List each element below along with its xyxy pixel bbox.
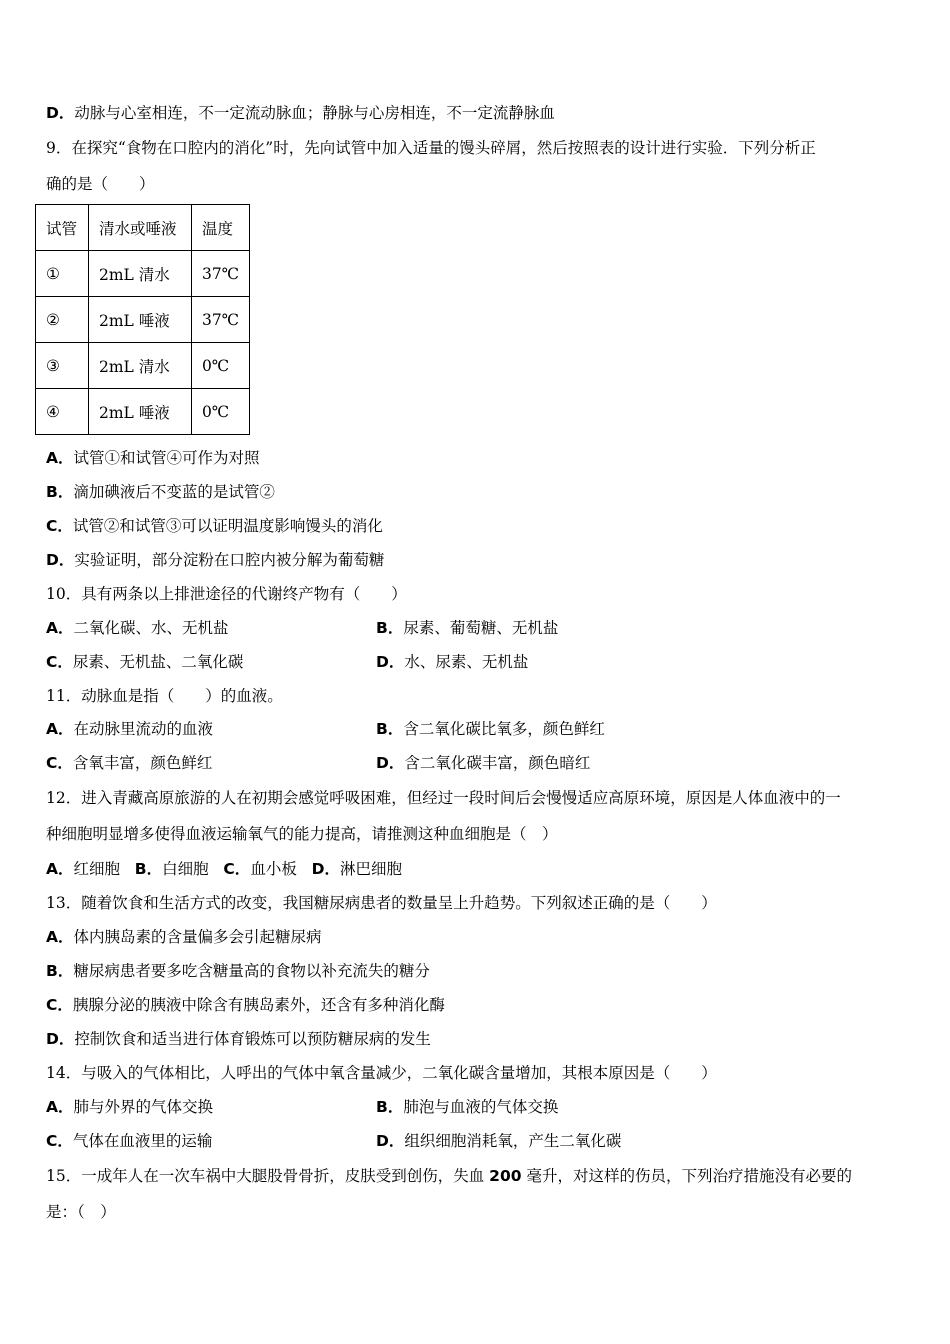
q12-options-row [46, 857, 402, 879]
option-text: 尿素、无机盐、二氧化碳 [72, 653, 244, 671]
q14-option-d [376, 1129, 621, 1151]
option-text: 在动脉里流动的血液 [73, 720, 214, 738]
q10-option-c [46, 650, 243, 672]
q12-stem-line1: 12．进入青藏高原旅游的人在初期会感觉呼吸困难，但经过一段时间后会慢慢适应高原环境，原因是人体血液中的一 [46, 789, 841, 807]
q9-stem-line1: 9．在探究“食物在口腔内的消化”时，先向试管中加入适量的馒头碎屑，然后按照表的设计进行实验．下列分析正 [46, 139, 816, 157]
q9-option-b [46, 480, 275, 502]
option-label: B． [376, 619, 404, 637]
option-label: B． [376, 720, 404, 738]
q11-option-d [376, 751, 590, 773]
table-row [36, 343, 250, 389]
table-cell: ④ [36, 389, 89, 435]
q15-stem-line2: 是：（ ） [46, 1203, 116, 1221]
q11-stem: 11．动脉血是指（ ）的血液。 [46, 687, 283, 705]
q10-stem: 10．具有两条以上排泄途径的代谢终产物有（ ） [46, 585, 407, 603]
option-label: B． [376, 1098, 404, 1116]
table-header-cell: 清水或唾液 [89, 205, 192, 251]
option-text: 水、尿素、无机盐 [404, 653, 529, 671]
option-text: 红细胞 [73, 860, 121, 878]
q9-option-a [46, 446, 260, 468]
q8-option-d [46, 101, 555, 123]
option-label: C． [46, 517, 73, 535]
q10-option-a [46, 616, 229, 638]
option-label: D． [46, 1030, 75, 1048]
q14-stem: 14．与吸入的气体相比，人呼出的气体中氧含量减少，二氧化碳含量增加，其根本原因是（ ） [46, 1064, 717, 1082]
option-label: C． [46, 996, 73, 1014]
table-cell: 0℃ [192, 389, 250, 435]
option-label: C． [46, 1132, 73, 1150]
option-text: 淋巴细胞 [339, 860, 402, 878]
q9-option-c [46, 514, 383, 536]
q9-experiment-table [35, 204, 250, 435]
table-header-cell: 试管 [36, 205, 89, 251]
table-cell: 2mL 清水 [89, 343, 192, 389]
q11-option-a [46, 717, 213, 739]
option-label: D． [46, 551, 75, 569]
option-label: D． [376, 1132, 405, 1150]
option-text: 含氧丰富，颜色鲜红 [72, 754, 213, 772]
table-header-cell: 温度 [192, 205, 250, 251]
option-text: 含二氧化碳比氧多，颜色鲜红 [403, 720, 605, 738]
option-label: A． [46, 928, 74, 946]
option-text: 糖尿病患者要多吃含糖量高的食物以补充流失的糖分 [73, 962, 430, 980]
option-label: D． [376, 653, 405, 671]
table-cell: ② [36, 297, 89, 343]
table-row [36, 389, 250, 435]
option-text: 二氧化碳、水、无机盐 [73, 619, 229, 637]
option-text: 动脉与心室相连，不一定流动脉血；静脉与心房相连，不一定流静脉血 [74, 104, 555, 122]
option-text: 试管①和试管④可作为对照 [73, 449, 260, 467]
table-row [36, 297, 250, 343]
option-label: C． [46, 754, 73, 772]
option-label: A． [46, 449, 74, 467]
stem-text: 毫升，对这样的伤员，下列治疗措施没有必要的 [521, 1167, 852, 1185]
option-label: D． [376, 754, 405, 772]
option-text: 体内胰岛素的含量偏多会引起糖尿病 [73, 928, 322, 946]
stem-text: 15．一成年人在一次车祸中大腿股骨骨折，皮肤受到创伤，失血 [46, 1167, 490, 1185]
option-text: 肺与外界的气体交换 [73, 1098, 214, 1116]
q13-option-d [46, 1027, 431, 1049]
q13-option-b [46, 959, 430, 981]
option-label: A． [46, 860, 74, 878]
q9-option-d [46, 548, 384, 570]
q13-stem: 13．随着饮食和生活方式的改变，我国糖尿病患者的数量呈上升趋势。下列叙述正确的是（ ） [46, 894, 717, 912]
table-cell: 2mL 清水 [89, 251, 192, 297]
option-text: 白细胞 [162, 860, 209, 878]
q15-stem-line1 [46, 1164, 852, 1186]
option-label: C． [46, 653, 73, 671]
option-text: 含二氧化碳丰富，颜色暗红 [404, 754, 591, 772]
table-header-row [36, 205, 250, 251]
q11-option-b [376, 717, 605, 739]
q9-stem-line2: 确的是（ ） [46, 175, 155, 193]
table-cell: 2mL 唾液 [89, 297, 192, 343]
q10-option-d [376, 650, 528, 672]
option-text: 组织细胞消耗氧，产生二氧化碳 [404, 1132, 622, 1150]
q14-option-b [376, 1095, 558, 1117]
q13-option-a [46, 925, 322, 947]
option-label: D． [311, 860, 340, 878]
option-label: A． [46, 619, 74, 637]
table-cell: 37℃ [192, 251, 250, 297]
option-text: 气体在血液里的运输 [72, 1132, 213, 1150]
option-label: A． [46, 720, 74, 738]
q13-option-c [46, 993, 445, 1015]
option-text: 胰腺分泌的胰液中除含有胰岛素外，还含有多种消化酶 [72, 996, 445, 1014]
option-label: D． [46, 104, 75, 122]
q14-option-c [46, 1129, 212, 1151]
option-label: B． [46, 962, 74, 980]
table-cell: ① [36, 251, 89, 297]
stem-number: 200 [489, 1167, 522, 1185]
option-label: A． [46, 1098, 74, 1116]
table-cell: 0℃ [192, 343, 250, 389]
option-text: 滴加碘液后不变蓝的是试管② [73, 483, 275, 501]
q11-option-c [46, 751, 212, 773]
option-text: 试管②和试管③可以证明温度影响馒头的消化 [72, 517, 383, 535]
table-cell: ③ [36, 343, 89, 389]
option-label: C． [223, 860, 251, 878]
option-text: 肺泡与血液的气体交换 [403, 1098, 559, 1116]
table-cell: 2mL 唾液 [89, 389, 192, 435]
q12-stem-line2: 种细胞明显增多使得血液运输氧气的能力提高，请推测这种血细胞是（ ） [46, 825, 558, 843]
table-row [36, 251, 250, 297]
option-label: B． [46, 483, 74, 501]
option-text: 尿素、葡萄糖、无机盐 [403, 619, 559, 637]
option-text: 控制饮食和适当进行体育锻炼可以预防糖尿病的发生 [74, 1030, 431, 1048]
q10-option-b [376, 616, 558, 638]
q14-option-a [46, 1095, 213, 1117]
option-text: 血小板 [250, 860, 297, 878]
option-label: B． [134, 860, 163, 878]
table-cell: 37℃ [192, 297, 250, 343]
option-text: 实验证明，部分淀粉在口腔内被分解为葡萄糖 [74, 551, 385, 569]
